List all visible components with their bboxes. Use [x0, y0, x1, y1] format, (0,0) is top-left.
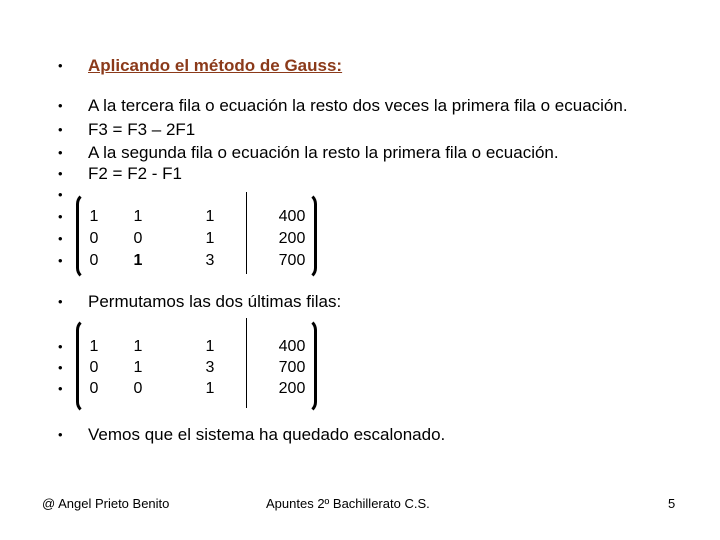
- matrix-cell: 400: [278, 338, 306, 355]
- conclusion-text: Vemos que el sistema ha quedado escalonado.: [88, 425, 446, 444]
- matrix-cell: 0: [89, 230, 99, 247]
- bullet: •: [58, 231, 63, 246]
- matrix-cell: 0: [89, 252, 99, 269]
- matrix-cell: 700: [278, 359, 306, 376]
- matrix-cell: 0: [89, 359, 99, 376]
- bullet: •: [58, 209, 63, 224]
- bullet: •: [58, 294, 63, 309]
- bullet: •: [58, 98, 63, 113]
- matrix-cell: 200: [278, 380, 306, 397]
- bullet: •: [58, 187, 63, 202]
- augmented-separator: [246, 318, 247, 408]
- bullet: •: [58, 145, 63, 160]
- augmented-separator: [246, 192, 247, 274]
- bullet: •: [58, 58, 63, 73]
- bullet: •: [58, 360, 63, 375]
- matrix-cell: 1: [205, 338, 215, 355]
- matrix-cell: 1: [205, 380, 215, 397]
- page-title: Aplicando el método de Gauss:: [88, 56, 343, 75]
- bullet: •: [58, 166, 63, 181]
- matrix-cell: 1: [89, 338, 99, 355]
- step-text: F3 = F3 – 2F1: [88, 120, 196, 139]
- bullet: •: [58, 253, 63, 268]
- matrix-cell: 1: [133, 208, 143, 225]
- bullet: •: [58, 427, 63, 442]
- matrix-cell: 3: [205, 252, 215, 269]
- matrix-cell: 1: [133, 252, 143, 269]
- step-text: A la tercera fila o ecuación la resto dos veces la primera fila o ecuación.: [88, 96, 628, 115]
- matrix-cell: 0: [89, 380, 99, 397]
- matrix-cell: 0: [133, 230, 143, 247]
- bullet: •: [58, 122, 63, 137]
- footer-course: Apuntes 2º Bachillerato C.S.: [266, 496, 430, 511]
- matrix-cell: 400: [278, 208, 306, 225]
- matrix-cell: 200: [278, 230, 306, 247]
- matrix-cell: 0: [133, 380, 143, 397]
- permute-text: Permutamos las dos últimas filas:: [88, 292, 342, 311]
- step-text: F2 = F2 - F1: [88, 164, 182, 183]
- matrix-cell: 1: [133, 338, 143, 355]
- matrix-cell: 1: [205, 230, 215, 247]
- step-text: A la segunda fila o ecuación la resto la primera fila o ecuación.: [88, 143, 559, 162]
- matrix-cell: 1: [133, 359, 143, 376]
- footer-author: @ Angel Prieto Benito: [42, 496, 170, 511]
- matrix-cell: 700: [278, 252, 306, 269]
- bullet: •: [58, 339, 63, 354]
- matrix-cell: 1: [205, 208, 215, 225]
- matrix-cell: 1: [89, 208, 99, 225]
- page-number: 5: [668, 496, 676, 511]
- matrix-cell: 3: [205, 359, 215, 376]
- bullet: •: [58, 381, 63, 396]
